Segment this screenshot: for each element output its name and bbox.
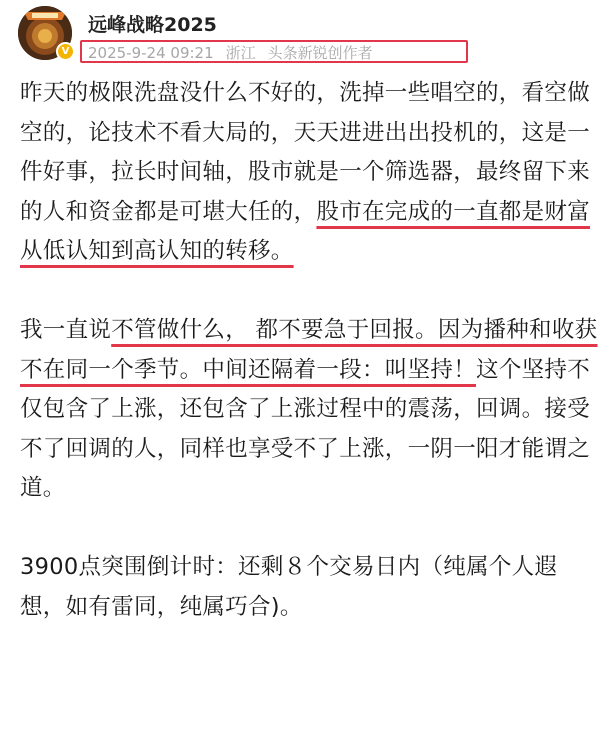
paragraph-3 (20, 548, 600, 627)
paragraph-2 (20, 311, 600, 509)
post-meta (88, 42, 385, 63)
post-header (0, 0, 603, 70)
creator-badge: 头条新锐创作者 (267, 44, 373, 62)
paragraph-1-text: 昨天的极限洗盘没什么不好的，洗掉一些唱空的，看空做空的，论技术不看大局的，天天进进出出投机的，这是一件好事，拉长时间轴，股市就是一个筛选器，最终留下来的人和资金都是可堪大任的， (20, 80, 591, 225)
paragraph-1-highlight: 股市在完成的一直都是财富从低认知到高认知的转移。 (20, 198, 591, 264)
paragraph-2-highlight: 不管做什么， 都不要急于回报。因为播种和收获不在同一个季节。中间还隔着一段：叫坚持！ (20, 317, 598, 383)
author-name[interactable]: 远峰战略2025 (88, 14, 217, 36)
verified-icon: V (56, 42, 75, 61)
post-location: 浙江 (225, 44, 256, 62)
post-date: 2025-9-24 09:21 (88, 44, 214, 62)
paragraph-3-text: 3900点突围倒计时：还剩８个交易日内（纯属个人遐想，如有雷同，纯属巧合)。 (20, 554, 558, 620)
paragraph-1 (20, 74, 600, 272)
post-content (20, 74, 600, 667)
paragraph-2-text-start: 我一直说 (20, 317, 112, 343)
paragraph-2-text-end: 这个坚持不仅包含了上涨，还包含了上涨过程中的震荡，回调。接受不了回调的人，同样也享受不了上涨，一阴一阳才能谓之道。 (20, 356, 591, 501)
